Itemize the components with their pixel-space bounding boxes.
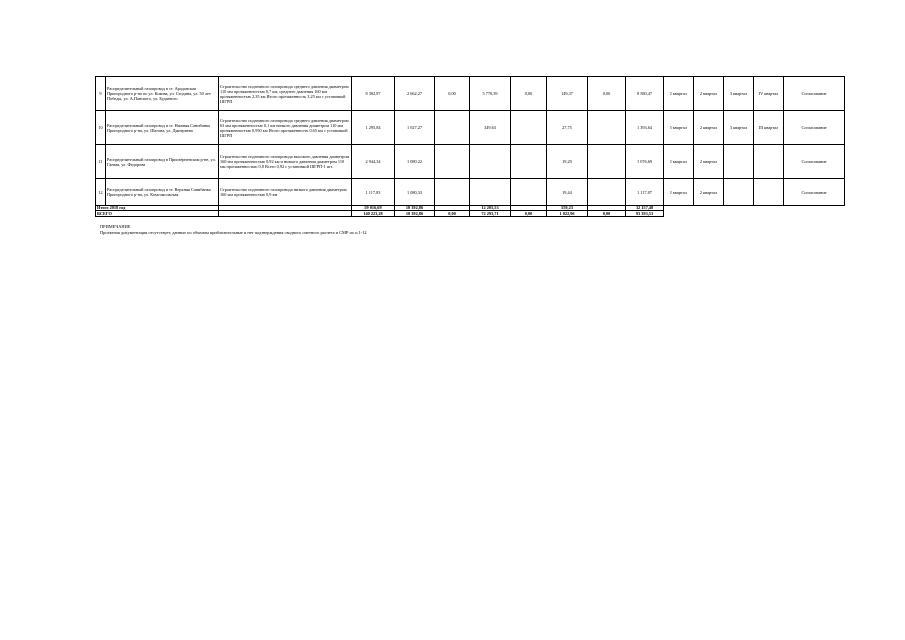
value-cell	[470, 145, 511, 179]
value-cell	[435, 111, 470, 145]
total-value: 10 392,86	[395, 211, 435, 217]
total-value: 1 022,96	[547, 211, 588, 217]
value-cell: 349,63	[470, 111, 511, 145]
quarter-cell: 3 квартал	[724, 111, 754, 145]
row-number: 10	[96, 111, 106, 145]
object-name: Распределительный газопровод в ст. Нижняя Санибанка Пригородного р-на, ул. Шагова, ул. Дмитриева	[106, 111, 219, 145]
value-cell: 1 080,22	[395, 145, 435, 179]
table-row	[96, 77, 845, 111]
subtotal-value: 59 016,69	[352, 206, 395, 211]
work-description: Строительство подземного газопровода среднего давления диаметром 63 мм протяженностью 0,1 км низкого давления диаметром 110 мм протяженностью 0,950 км Итого протяженность 0,65 км с установкой ШГРП	[219, 111, 352, 145]
value-cell: 1 393,64	[626, 111, 664, 145]
note-text: Проектная документация отсутствует, данные по объемам приблизительные и нет подтверждения сводного сметного расчета и СМР по п.1-12	[100, 230, 367, 235]
table-row	[96, 111, 845, 145]
value-cell: 5 770,39	[470, 77, 511, 111]
subtotal-value: 12 205,53	[470, 206, 511, 211]
blank-area	[664, 211, 845, 217]
total-row	[96, 211, 845, 217]
value-cell: 8 382,87	[352, 77, 395, 111]
value-cell: 1 295,84	[352, 111, 395, 145]
work-description: Строительство подземного газопровода среднего давления диаметром 110 мм протяженностью 0,7 км, среднего давления 160 мм протяженностью 2,35 км Итого протяженность 3,25 км с установкой ШГРП	[219, 77, 352, 111]
value-cell	[588, 145, 626, 179]
value-cell: 0,00	[511, 77, 547, 111]
table-row	[96, 179, 845, 206]
row-number: 11	[96, 145, 106, 179]
subtotal-value: 32 157,48	[626, 206, 664, 211]
value-cell: 149,37	[547, 77, 588, 111]
subtotal-label: Итого 2018 год	[96, 206, 219, 211]
total-value: 0,00	[588, 211, 626, 217]
note-title: ПРИМЕЧАНИЕ	[100, 224, 131, 229]
object-name: Распределительный газопровод в Приозёрненском р-не, ул. Гаевая, ул. Федорова	[106, 145, 219, 179]
value-cell: 0,00	[588, 77, 626, 111]
row-number: 9	[96, 77, 106, 111]
total-value: 93 393,53	[626, 211, 664, 217]
quarter-cell: I квартал	[664, 145, 694, 179]
value-cell: 8 580,47	[626, 77, 664, 111]
value-cell: 19,29	[547, 145, 588, 179]
total-value: 72 293,71	[470, 211, 511, 217]
quarter-cell: 2 квартал	[694, 145, 724, 179]
work-description: Строительство подземного газопровода высокого давления диаметром 160 мм протяженностью 0,92 км и низкого давления диаметром 110 мм протяженностью 0,8 Всего 0,92 с установкой ШГРП-1 шт.	[219, 145, 352, 179]
quarter-cell: I квартал	[664, 179, 694, 206]
total-value: 0,00	[435, 211, 470, 217]
value-cell: 19,44	[547, 179, 588, 206]
value-cell	[588, 179, 626, 206]
value-cell	[435, 179, 470, 206]
quarter-cell: 3 квартал	[724, 77, 754, 111]
quarter-cell	[724, 179, 754, 206]
object-name: Распределительный газопровод в ст. Арадовская Пригородного р-на по ул. Кокова, ул. Стодина, ул. 50 лет Победы, ул. А.Панского, ул. Будаевого	[106, 77, 219, 111]
quarter-cell	[754, 179, 784, 206]
status-cell: Согласование	[784, 111, 845, 145]
value-cell	[511, 111, 547, 145]
value-cell	[588, 111, 626, 145]
quarter-cell: IV квартал	[754, 77, 784, 111]
value-cell: 0,00	[435, 77, 470, 111]
subtotal-value: 559,23	[547, 206, 588, 211]
work-description: Строительство подземного газопровода низкого давления диаметром 160 мм протяженностью 0,9 км	[219, 179, 352, 206]
quarter-cell: III квартал	[754, 111, 784, 145]
subtotal-value: 10 392,86	[395, 206, 435, 211]
value-cell: 2 662,27	[395, 77, 435, 111]
status-cell: Согласование	[784, 77, 845, 111]
value-cell	[435, 145, 470, 179]
value-cell: 1 076,69	[626, 145, 664, 179]
value-cell	[470, 179, 511, 206]
value-cell: 1 027,27	[395, 111, 435, 145]
value-cell: 27,75	[547, 111, 588, 145]
table-row	[96, 145, 845, 179]
empty-cell	[219, 211, 352, 217]
investment-program-table	[95, 76, 845, 217]
value-cell	[511, 179, 547, 206]
total-value: 0,00	[511, 211, 547, 217]
quarter-cell: 2 квартал	[694, 77, 724, 111]
object-name: Распределительный газопровод в ст. Верхняя Санибанка Пригородного р-на, ул. Комсомольская	[106, 179, 219, 206]
value-cell: 1 117,83	[352, 179, 395, 206]
value-cell: 1 080,33	[395, 179, 435, 206]
total-value: 140 223,28	[352, 211, 395, 217]
value-cell: 1 117,87	[626, 179, 664, 206]
value-cell	[511, 145, 547, 179]
total-label: ВСЕГО	[96, 211, 219, 217]
quarter-cell	[724, 145, 754, 179]
row-number: 12	[96, 179, 106, 206]
quarter-cell: I квартал	[664, 111, 694, 145]
value-cell: 2 944,34	[352, 145, 395, 179]
quarter-cell	[754, 145, 784, 179]
quarter-cell: 2 квартал	[694, 179, 724, 206]
quarter-cell: I квартал	[664, 77, 694, 111]
status-cell: Согласование	[784, 145, 845, 179]
status-cell: Согласование	[784, 179, 845, 206]
quarter-cell: 2 квартал	[694, 111, 724, 145]
